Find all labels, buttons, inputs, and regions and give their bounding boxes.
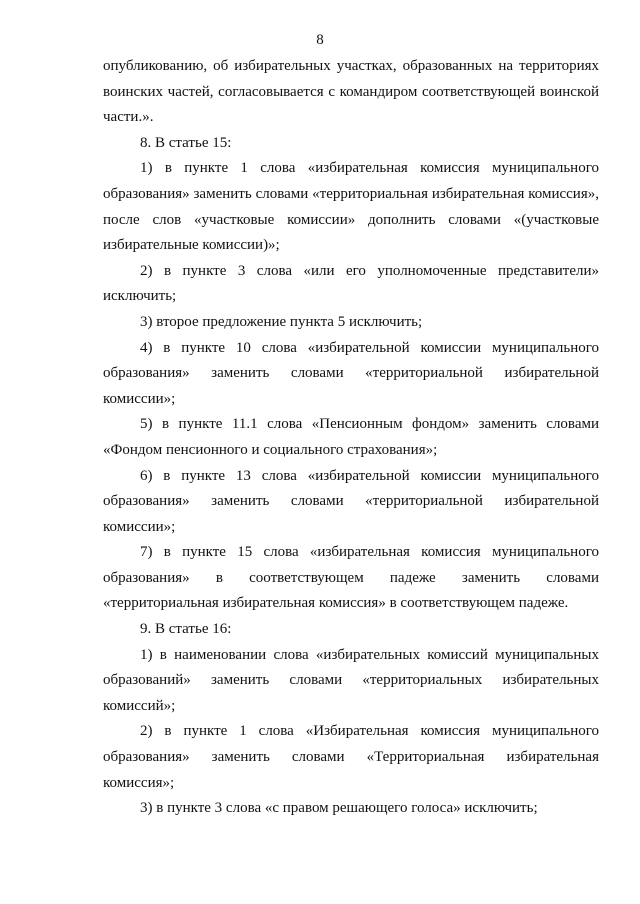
paragraph-continuation: опубликованию, об избирательных участках, образованных на территориях воинских частей, согласовывается с командиром соответствующей воинской части.». (103, 58, 599, 126)
article-15-item-1: 1) в пункте 1 слова «избирательная комиссия муниципального образования» заменить словами «территориальная избирательная комиссия», после слов «участковые комиссии» дополнить словами «(участковые избирательные комиссии)»; (103, 160, 599, 254)
article-15-item-5: 5) в пункте 11.1 слова «Пенсионным фондом» заменить словами «Фондом пенсионного и социального страхования»; (103, 416, 599, 458)
article-16-item-3: 3) в пункте 3 слова «с правом решающего голоса» исключить; (140, 800, 538, 817)
article-15-item-7: 7) в пункте 15 слова «избирательная комиссия муниципального образования» в соответствующем падеже заменить словами «территориальная избирательная комиссия» в соответствующем падеже. (103, 544, 599, 612)
article-15-heading: 8. В статье 15: (140, 134, 232, 151)
article-16-heading: 9. В статье 16: (140, 621, 232, 638)
article-15-item-6: 6) в пункте 13 слова «избирательной комиссии муниципального образования» заменить словами «территориальной избирательной комиссии»; (103, 467, 599, 535)
article-16-item-2: 2) в пункте 1 слова «Избирательная комиссия муниципального образования» заменить словами «Территориальная избирательная комиссия»; (103, 723, 599, 791)
article-16-item-1: 1) в наименовании слова «избирательных комиссий муниципальных образований» заменить словами «территориальных избирательных комиссий»; (103, 646, 599, 714)
page-number: 8 (316, 32, 324, 48)
article-15-item-4: 4) в пункте 10 слова «избирательной комиссии муниципального образования» заменить словами «территориальной избирательной комиссии»; (103, 339, 599, 407)
document-body (103, 54, 599, 822)
article-15-item-2: 2) в пункте 3 слова «или его уполномоченные представители» исключить; (103, 262, 599, 305)
article-15-item-3: 3) второе предложение пункта 5 исключить; (140, 313, 423, 330)
